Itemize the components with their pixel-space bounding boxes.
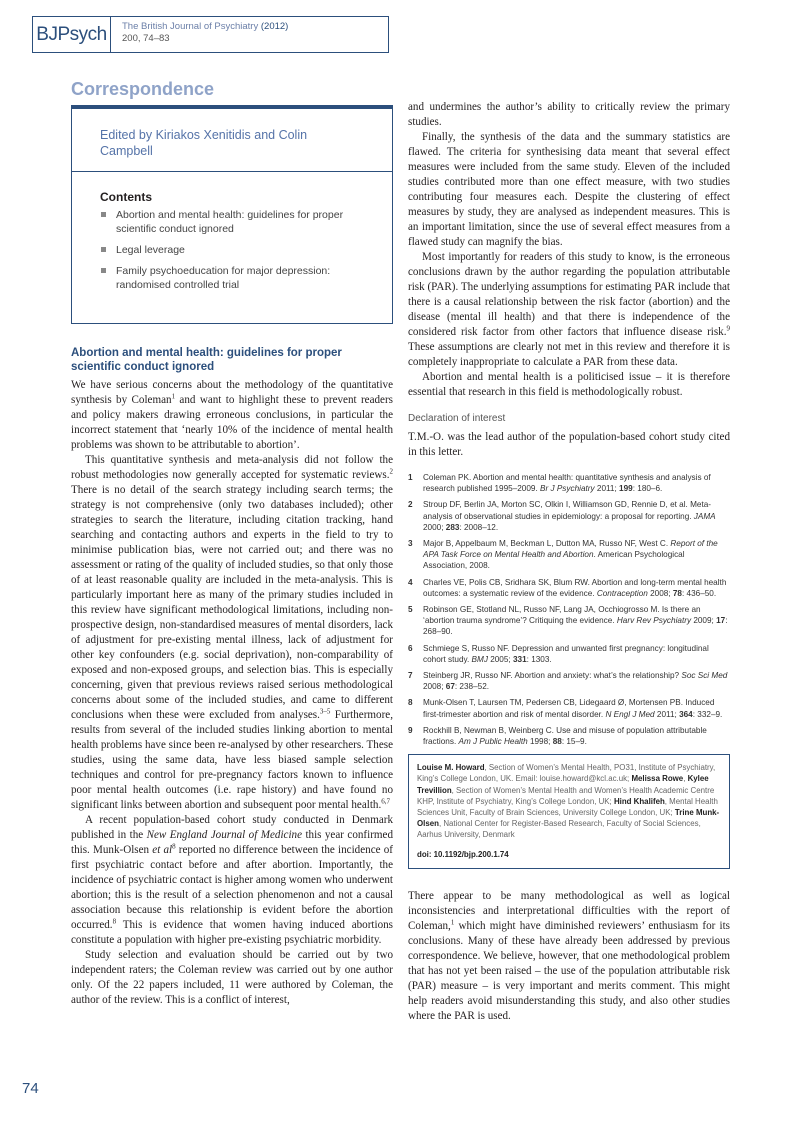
italic-text: Soc Sci Med (681, 671, 728, 681)
paragraph (71, 948, 393, 1008)
logo-text: BJPsych (36, 23, 107, 45)
text-run: this year confirmed this. Munk-Olsen (71, 829, 393, 856)
paragraph (408, 130, 730, 250)
declaration-heading: Declaration of interest (408, 413, 506, 424)
text-run: Most importantly for readers of this study to know, is the erroneous conclusions drawn by the author regarding the population attributable risk (PAR). The underlying assumptions for estimating PAR include that there is a causal relationship between the risk factor (abortion) and the disease (mental ill health) and that there is independence of the considered risk factor from other factors that influence disease risk. (408, 251, 730, 338)
paragraph (408, 889, 730, 1024)
text-run: and undermines the author’s ability to critically review the primary studies. (408, 101, 730, 128)
paragraph (71, 378, 393, 453)
bjpsych-logo (33, 17, 111, 52)
text-run: 2008; (647, 588, 673, 598)
text-run: 2011; (594, 484, 620, 494)
italic-text: BMJ (471, 654, 488, 664)
reference-number: 4 (408, 577, 413, 587)
text-run: These assumptions are clearly not met in this review and therefore it is completely inappropriate to calculate a PAR from these data. (408, 341, 730, 368)
left-column (71, 346, 393, 1008)
article-body-left (71, 378, 393, 1008)
reference-item (408, 604, 730, 638)
text-run: reported no difference between the incidence of first psychiatric contact before and after abortion. Importantly, the incidence of psychiatric contact is higher among women who underwent abortion; this is the result of a selection phenomenon and not a causal association because this relationship is evident before the abortion occurred. (71, 844, 393, 931)
citation-superscript: 2 (389, 467, 393, 476)
next-letter-body (408, 889, 730, 1024)
contents (72, 172, 392, 292)
reference-text (423, 538, 730, 572)
text-run: Robinson GE, Stotland NL, Russo NF, Lang JA, Occhiogrosso M. Is there an ‘abortion trauma syndrome’? Critiquing the evidence. (423, 605, 701, 626)
author-affiliations (417, 762, 721, 840)
citation-superscript: 1 (450, 918, 455, 927)
journal-year: (2012) (260, 21, 289, 32)
citation-superscript: 3–5 (319, 707, 331, 716)
reference-item (408, 725, 730, 747)
paragraph (408, 250, 730, 370)
paragraph (71, 453, 393, 813)
paragraph (408, 370, 730, 400)
text-run: 1998; (527, 737, 553, 747)
italic-text: Harv Rev Psychiatry (616, 616, 692, 626)
text-run: Study selection and evaluation should be carried out by two independent raters; the Coleman review was carried out by one author only. Of the 22 papers included, 11 were authored by Coleman, the author of the review. This is a conflict of interest, (71, 949, 393, 1006)
text-run: There is no detail of the search strategy including search terms; the strategy is not comprehensive (only two databases included); other strategies to search the literature, including citation tracking, hand searching and contacting authors and experts in the field to try to minimise publication bias, were not carried out; and there was no assessment or rating of the quality of included studies, so that only those of at least reasonable quality are included in the meta-analysis. This is particularly important here as many of the primary studies included in this review have significant methodological limitations, including non-prospective design, non-standardised measures of mental disorders, lack of adjustment for pre-existing mental illness, lack of adjustment for other key confounders (e.g. social deprivation), non-comparability of exposed and non-exposed groups, and selection bias. This is especially concerning, given that previous reviews raised serious methodological concerns about some of the included studies, and came to different conclusions when these were excluded from analyses. (71, 484, 393, 721)
text-run: 2000; (423, 522, 446, 532)
text-run: 2009; (691, 616, 717, 626)
citation-superscript: 8 (112, 917, 117, 926)
text-run: There appear to be many methodological as well as logical inconsistencies and interpretational difficulties with the report of Coleman, (408, 889, 730, 932)
bold-text: 364 (679, 709, 693, 719)
reference-item (408, 577, 730, 599)
article-body-right (408, 100, 730, 400)
text-run: 2008; (423, 682, 446, 692)
journal-info (111, 17, 288, 52)
text-run: This is evidence that women having induced abortions constitute a population with higher pre-existing psychiatric morbidity. (71, 919, 393, 946)
italic-text: Report of the APA Task Force on Mental Health and Abortion (423, 539, 718, 560)
text-run: : 332–9. (692, 709, 723, 719)
reference-number: 2 (408, 500, 413, 510)
reference-item (408, 499, 730, 533)
reference-item (408, 643, 730, 665)
journal-volume: 200, 74–83 (122, 33, 170, 44)
reference-item (408, 697, 730, 719)
reference-number: 7 (408, 671, 413, 681)
italic-text: Am J Public Health (458, 737, 528, 747)
text-run: : 1303. (526, 654, 552, 664)
text-run: , Section of Women’s Mental Health, PO31, Institute of Psychiatry, King’s College London, UK. Email: louise.howard@kcl.ac.uk; (417, 763, 716, 784)
contents-item[interactable]: Family psychoeducation for major depression: randomised controlled trial (100, 264, 366, 292)
bold-text: 283 (445, 522, 460, 532)
reference-text (423, 499, 730, 533)
italic-text: et al (152, 844, 173, 856)
text-run: 2011; (654, 709, 680, 719)
text-run: . American Psychological Association, 2008. (423, 550, 685, 571)
reference-number: 9 (408, 725, 413, 735)
reference-text (423, 577, 730, 599)
author-affiliations-box (408, 754, 730, 869)
paragraph (71, 813, 393, 948)
bold-text: 331 (512, 654, 527, 664)
reference-item (408, 670, 730, 692)
reference-number: 6 (408, 643, 413, 653)
reference-text (423, 697, 730, 719)
italic-text: Br J Psychiatry (540, 484, 595, 494)
contents-heading: Contents (100, 190, 152, 204)
italic-text: Contraception (596, 588, 648, 598)
right-column (408, 100, 730, 1024)
citation-superscript: 1 (171, 392, 176, 401)
text-run: A recent population-based cohort study conducted in Denmark published in the (71, 814, 393, 841)
text-run: : 238–52. (454, 682, 490, 692)
text-run: and want to highlight these to prevent readers and policy makers drawing erroneous conclusions, in particular the incorrect statement that ‘nearly 10% of the incidence of mental health problems was shown to be attributable to abortion’. (71, 394, 393, 451)
reference-number: 5 (408, 605, 413, 615)
reference-number: 1 (408, 473, 413, 482)
references-list (408, 472, 730, 747)
text-run: This quantitative synthesis and meta-analysis did not follow the robust methodologies now generally accepted for systematic reviews. (71, 454, 393, 481)
text-run: Coleman PK. Abortion and mental health: quantitative synthesis and analysis of research published 1995–2009. (423, 473, 711, 494)
section-title: Correspondence (71, 79, 215, 99)
contents-item[interactable]: Legal leverage (100, 243, 366, 257)
paragraph (408, 100, 730, 130)
reference-item (408, 538, 730, 572)
reference-number: 3 (408, 539, 413, 549)
citation-superscript: 9 (726, 324, 730, 333)
reference-text (423, 604, 730, 638)
doi[interactable]: doi: 10.1192/bjp.200.1.74 (417, 849, 509, 859)
text-run: : 436–50. (681, 588, 717, 598)
text-run: Schmiege S, Russo NF. Depression and unwanted first pregnancy: longitudinal cohort study. (423, 643, 709, 664)
reference-text (423, 725, 730, 747)
editors-line: Edited by Kiriakos Xenitidis and Colin Campbell (100, 128, 308, 158)
text-run: Steinberg JR, Russo NF. Abortion and anxiety: what’s the relationship? (423, 671, 682, 681)
citation-superscript: 8 (172, 842, 176, 851)
bold-text: Trine Munk-Olsen (417, 808, 720, 829)
editors-contents-box (71, 105, 393, 324)
italic-text: N Engl J Med (605, 709, 655, 719)
text-run: We have serious concerns about the methodology of the quantitative synthesis by Coleman (71, 379, 393, 406)
journal-name: The British Journal of Psychiatry (122, 21, 259, 32)
text-run: , Section of Women’s Mental Health and Women’s Health Academic Centre KHP, Institute of Psychiatry, King’s College London, UK; (417, 785, 715, 806)
text-run: : 180–6. (632, 484, 663, 494)
text-run: Furthermore, results from several of the included studies linking abortion to mental health problems have since been re-analysed by other researchers. These studies, using the same data, have less biased sample selection techniques and control for pre-pregnancy factors known to influence poor mental health outcomes (i.e. rape history) and have found no significant links between abortion and subsequent poor mental health. (71, 709, 393, 811)
citation-superscript: 6,7 (381, 797, 390, 806)
text-run: Charles VE, Polis CB, Sridhara SK, Blum RW. Abortion and long-term mental health outcomes: a systematic review of the evidence. (423, 577, 727, 598)
page-number: 74 (22, 1080, 39, 1097)
reference-text (423, 472, 730, 494)
bold-text: Hind Khalifeh (613, 796, 665, 806)
bold-text: Melissa Rowe (631, 774, 684, 784)
text-run: Finally, the synthesis of the data and the summary statistics are flawed. The criteria for synthesising data meant that several effect measures were included from the same study. Eleven of the included studies contributed more than one effect measure, with two studies contributing four measures each. Despite the clustering of effect measures by study, they are analysed as independent measures. This is an important limitation, since the use of several effect measures from a flawed study can magnify the bias. (408, 131, 730, 248)
bold-text: 88 (552, 737, 562, 747)
text-run: : 2008–12. (459, 522, 499, 532)
reference-text (423, 670, 730, 692)
text-run: , (683, 774, 688, 784)
bold-text: 199 (619, 484, 633, 494)
italic-text: JAMA (693, 511, 716, 521)
reference-item (408, 472, 730, 494)
bold-text: Louise M. Howard (417, 763, 485, 773)
bold-text: Kylee Trevillion (417, 774, 709, 795)
text-run: : 268–90. (423, 616, 728, 637)
article-title: Abortion and mental health: guidelines for proper scientific conduct ignored (71, 347, 342, 373)
text-run: Major B, Appelbaum M, Beckman L, Dutton MA, Russo NF, West C. (423, 539, 671, 549)
text-run: , Mental Health Sciences Unit, Faculty of Brain Sciences, University College London, UK; (417, 796, 718, 818)
text-run: 2005; (487, 654, 513, 664)
reference-text (423, 643, 730, 665)
text-run: which might have diminished reviewers’ enthusiasm for its conclusions. Many of these have already been addressed by previous correspondence. We believe, however, that one methodological problem that has not yet been raised – the use of the population attributable risk (PAR) measure – is very important and merits comment. This might help readers avoid misunderstanding this study, and also other studies where the PAR is used. (408, 919, 730, 1022)
text-run: Stroup DF, Berlin JA, Morton SC, Olkin I, Williamson GD, Rennie D, et al. Meta-analysis of observational studies in epidemiology: a proposal for reporting. (423, 500, 712, 521)
text-run: Abortion and mental health is a politicised issue – it is therefore essential that research in this field is methodologically robust. (408, 371, 730, 398)
text-run: Rockhill B, Newman B, Weinberg C. Use and misuse of population attributable fractions. (423, 725, 707, 747)
text-run: , National Center for Register-Based Research, Faculty of Social Sciences, Aarhus University, Denmark (417, 819, 701, 840)
text-run: : 15–9. (561, 737, 587, 747)
bold-text: 78 (672, 588, 682, 598)
text-run: Munk-Olsen T, Laursen TM, Pedersen CB, Lidegaard Ø, Mortensen PB. Induced first-trimester abortion and risk of mental disorder. (423, 698, 715, 719)
declaration-text: T.M.-O. was the lead author of the population-based cohort study cited in this letter. (408, 431, 730, 458)
bold-text: 17 (716, 616, 726, 626)
journal-header (32, 16, 389, 53)
reference-number: 8 (408, 698, 413, 708)
bold-text: 67 (445, 682, 455, 692)
italic-text: New England Journal of Medicine (146, 829, 303, 841)
contents-item[interactable]: Abortion and mental health: guidelines for proper scientific conduct ignored (100, 208, 366, 236)
